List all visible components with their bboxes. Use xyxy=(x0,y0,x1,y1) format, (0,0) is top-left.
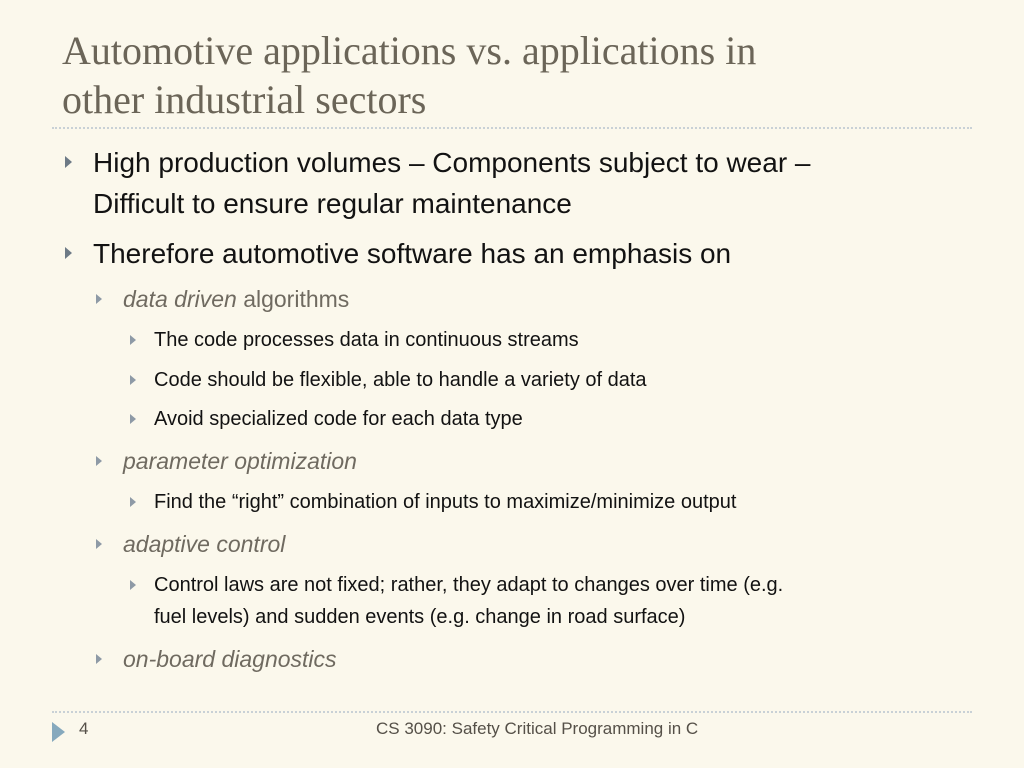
sub-bullet-arrow-icon xyxy=(130,497,136,507)
detail-line: Control laws are not fixed; rather, they adapt to changes over time (e.g. xyxy=(154,574,784,596)
topic-rest: algorithms xyxy=(236,286,350,312)
detail-item xyxy=(154,569,783,633)
detail-item xyxy=(154,324,579,356)
detail-text: The code processes data in continuous streams xyxy=(154,329,579,351)
topic-emphasis: adaptive control xyxy=(123,531,286,557)
bullet-line: Therefore automotive software has an emphasis on xyxy=(93,238,732,269)
bullet-production-volumes xyxy=(93,142,811,224)
bullet-line: High production volumes – Components subject to wear – xyxy=(93,147,811,178)
sub-bullet-arrow-icon xyxy=(130,580,136,590)
topic-emphasis: on-board diagnostics xyxy=(123,646,337,672)
topic-data-driven xyxy=(123,284,349,314)
topic-on-board-diagnostics xyxy=(123,644,337,674)
sub-bullet-arrow-icon xyxy=(96,456,102,466)
bullet-emphasis xyxy=(93,233,731,274)
footer-course-title: CS 3090: Safety Critical Programming in C xyxy=(376,719,699,738)
topic-parameter-optimization xyxy=(123,446,357,476)
sub-bullet-arrow-icon xyxy=(96,294,102,304)
page-number: 4 xyxy=(79,719,89,738)
footer-arrow-icon xyxy=(52,722,65,742)
detail-item xyxy=(154,403,523,435)
detail-item xyxy=(154,486,736,518)
detail-text: Avoid specialized code for each data type xyxy=(154,408,523,430)
bullet-line: Difficult to ensure regular maintenance xyxy=(93,188,572,219)
topic-emphasis: parameter optimization xyxy=(123,448,357,474)
detail-item xyxy=(154,364,647,396)
sub-bullet-arrow-icon xyxy=(130,335,136,345)
sub-bullet-arrow-icon xyxy=(130,375,136,385)
sub-bullet-arrow-icon xyxy=(130,414,136,424)
sub-bullet-arrow-icon xyxy=(96,539,102,549)
footer-divider xyxy=(52,711,972,713)
detail-line: fuel levels) and sudden events (e.g. change in road surface) xyxy=(154,606,686,628)
detail-text: Find the “right” combination of inputs to maximize/minimize output xyxy=(154,491,737,513)
bullet-arrow-icon xyxy=(65,247,72,259)
sub-bullet-arrow-icon xyxy=(96,654,102,664)
topic-adaptive-control xyxy=(123,529,285,559)
slide-title-line-2: other industrial sectors xyxy=(62,77,427,122)
detail-text: Code should be flexible, able to handle a variety of data xyxy=(154,369,647,391)
topic-emphasis: data driven xyxy=(123,286,237,312)
bullet-arrow-icon xyxy=(65,156,72,168)
slide-title-line-1: Automotive applications vs. applications in xyxy=(62,28,757,73)
